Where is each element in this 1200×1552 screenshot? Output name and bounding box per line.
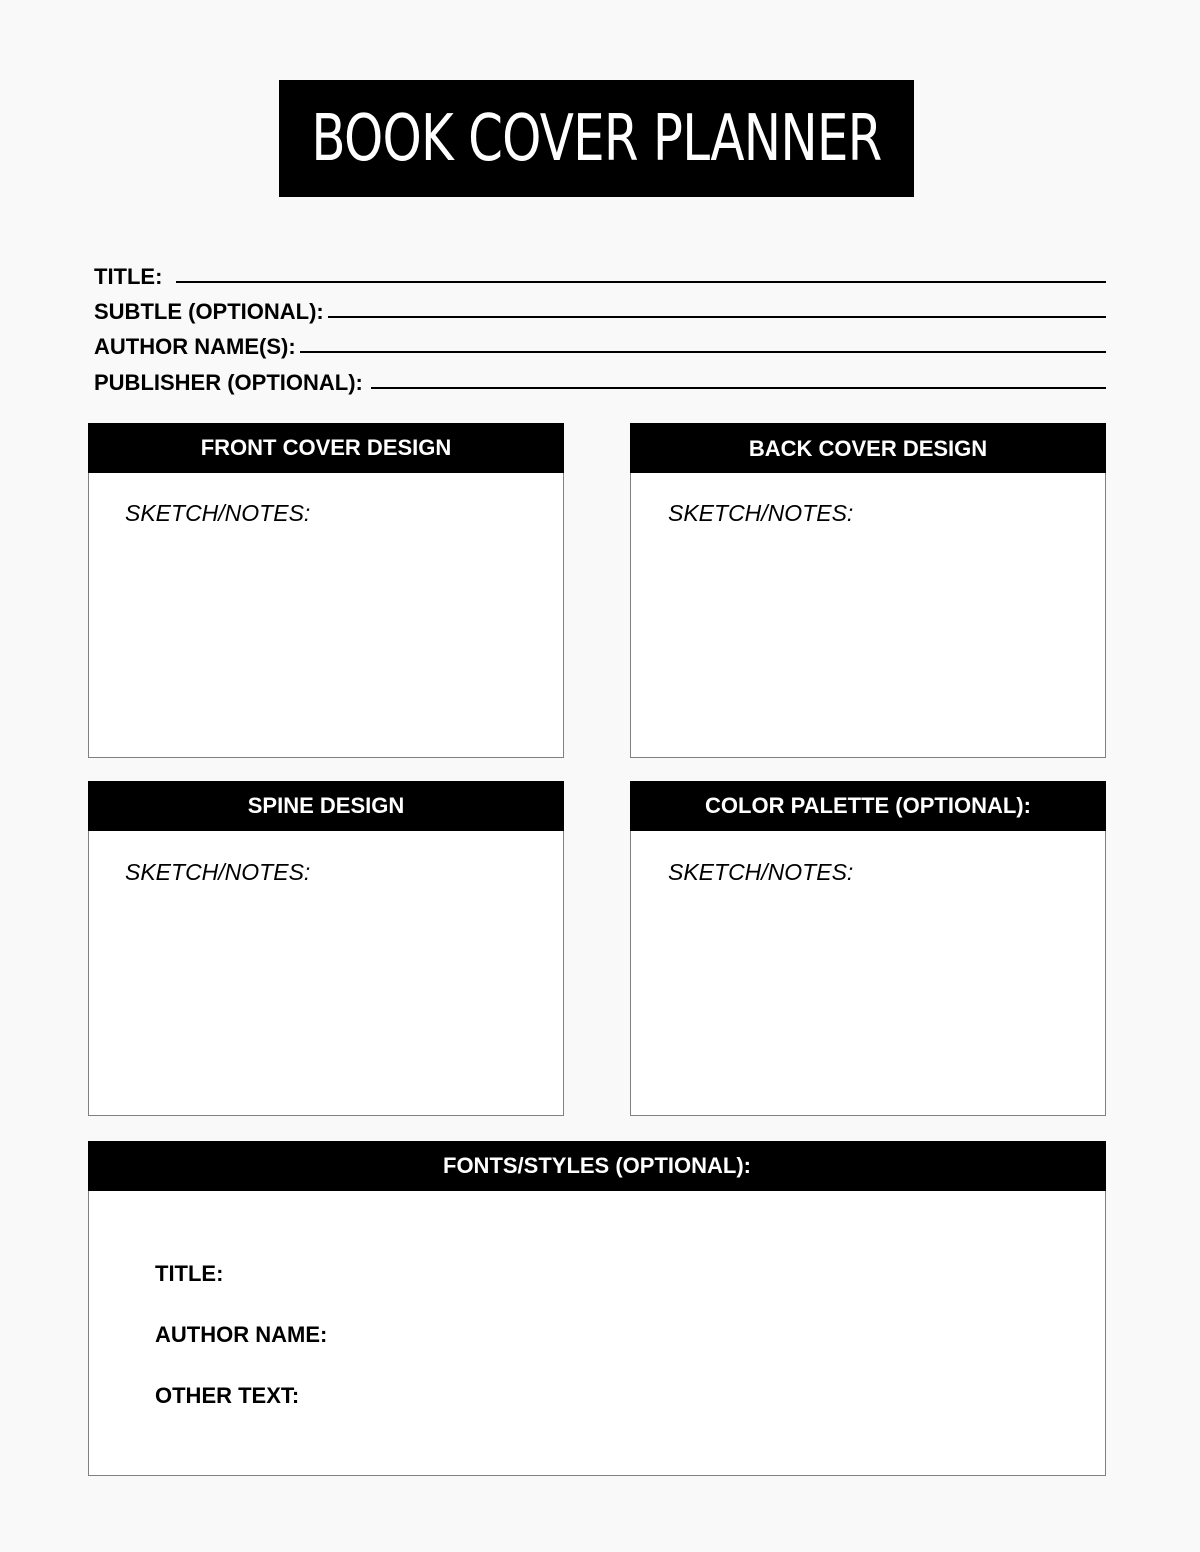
title-field-line[interactable] [176, 281, 1106, 283]
subtitle-field-line[interactable] [328, 316, 1106, 318]
color-palette-panel[interactable] [630, 781, 1106, 1116]
front-cover-header: FRONT COVER DESIGN [88, 423, 564, 473]
back-cover-header: BACK COVER DESIGN [630, 423, 1106, 473]
author-field-label: AUTHOR NAME(S): [94, 334, 296, 359]
fonts-styles-header: FONTS/STYLES (OPTIONAL): [88, 1141, 1106, 1191]
author-field-row [94, 328, 1106, 360]
title-field-label: TITLE: [94, 264, 163, 289]
color-palette-header: COLOR PALETTE (OPTIONAL): [630, 781, 1106, 831]
back-cover-note-label: SKETCH/NOTES: [668, 500, 854, 526]
front-cover-panel[interactable] [88, 423, 564, 758]
font-other-text-label: OTHER TEXT: [155, 1383, 300, 1408]
publisher-field-line[interactable] [371, 387, 1106, 389]
spine-header: SPINE DESIGN [88, 781, 564, 831]
spine-note-label: SKETCH/NOTES: [125, 859, 311, 885]
subtitle-field-row [94, 293, 1106, 325]
title-field-row [94, 258, 1106, 290]
font-author-name-label: AUTHOR NAME: [155, 1322, 328, 1347]
page-title: BOOK COVER PLANNER [311, 101, 882, 176]
publisher-field-row [94, 364, 1106, 396]
subtitle-field-label: SUBTLE (OPTIONAL): [94, 299, 324, 324]
publisher-field-label: PUBLISHER (OPTIONAL): [94, 370, 363, 395]
fonts-styles-panel[interactable] [88, 1141, 1106, 1476]
author-field-line[interactable] [300, 351, 1106, 353]
color-palette-note-label: SKETCH/NOTES: [668, 859, 854, 885]
spine-panel[interactable] [88, 781, 564, 1116]
title-banner [279, 80, 914, 197]
front-cover-note-label: SKETCH/NOTES: [125, 500, 311, 526]
back-cover-panel[interactable] [630, 423, 1106, 758]
font-title-label: TITLE: [155, 1261, 224, 1286]
